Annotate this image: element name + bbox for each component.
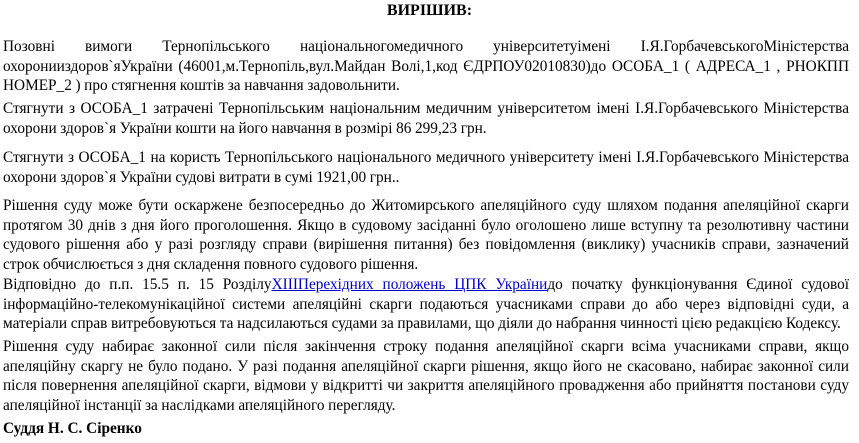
paragraph-legal-force: Рішення суду набирає законної сили після закінчення строку подання апеляційної скарги всіма учасниками справи, якщо апеляційну скаргу не було подано. У разі подання апеляційної скарги рішення, якщо його не скасовано, набирає законної сили після повернення апеляційної скарги, відмови у відкритті чи закриття апеляційного провадження або прийняття постанови суду апеляційної інстанції за наслідками апеляційного перегляду. — [3, 338, 849, 414]
paragraph-text-after-link: до початку функціонування Єдиної судової інформаційно-телекомунікаційної системи апеляційні скарги подаються учасниками справи до або через відповідні суди, а матеріали справ витребовуються та надсилаються судами за правилами, що діяли до набрання чинності цією редакцією Кодексу. — [3, 276, 849, 333]
paragraph-claims-granted: Позовні вимоги Тернопільського національногомедичного університетуімені І.Я.ГорбачевськогоМіністерства охоронииздоров`яУкраїни (46001,м.Тернопіль,вул.Майдан Волі,1,код ЄДРПОУ02010830)до ОСОБА_1 ( АДРЕСА_1 , РНОКПП НОМЕР_2 ) про стягнення коштів за навчання задовольнити. — [3, 38, 849, 95]
judge-signature: Суддя Н. С. Сіренко — [3, 420, 142, 437]
civil-procedure-code-link[interactable]: XIIIПерехідних положень ЦПК України — [271, 276, 548, 293]
decision-heading: ВИРІШИВ: — [386, 2, 473, 19]
paragraph-appeal-procedure: Рішення суду може бути оскаржене безпосередньо до Житомирського апеляційного суду шляхом подання апеляційної скарги протягом 30 днів з дня його проголошення. Якщо в судовому засіданні було оголошено лише вступну та резолютивну частини судового рішення або у разі розгляду справи (вирішення питання) без повідомлення (виклику) учасників справи, зазначений строк обчислюється з дня складення повного судового рішення. — [3, 197, 849, 273]
paragraph-text-before-link: Відповідно до п.п. 15.5 п. 15 Розділу — [3, 276, 272, 293]
paragraph-transitional-provisions — [3, 275, 849, 334]
paragraph-recover-tuition: Стягнути з ОСОБА_1 затрачені Тернопільським національним медичним університетом імені І.Я.Горбачевського Міністерства охорони здоров`я України кошти на його навчання в розмірі 86 299,23 грн. — [3, 100, 849, 137]
paragraph-recover-court-costs: Стягнути з ОСОБА_1 на користь Тернопільського національного медичного університету імені І.Я.Горбачевського Міністерства охорони здоров`я України судові витрати в сумі 1921,00 грн.. — [3, 149, 849, 186]
